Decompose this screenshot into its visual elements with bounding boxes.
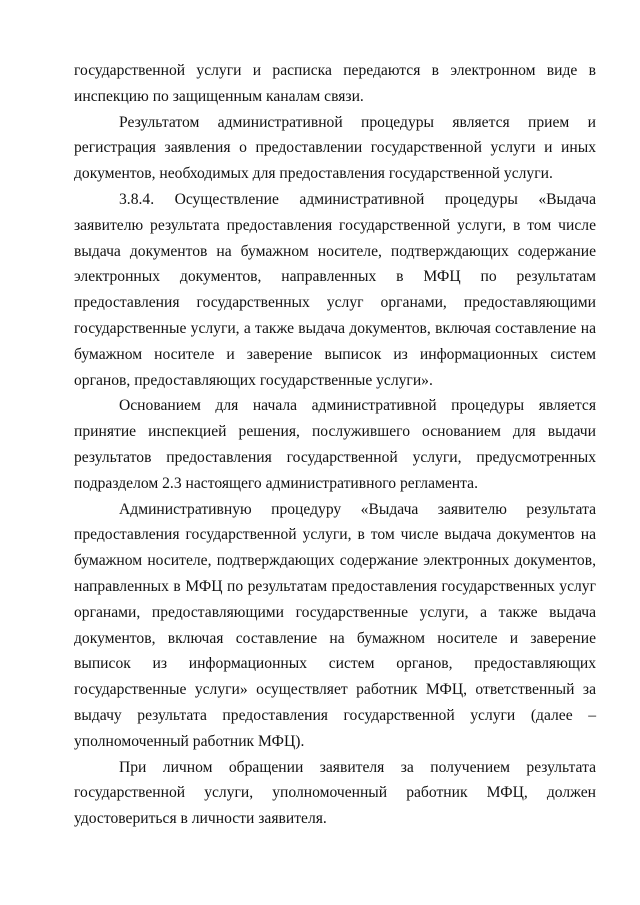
paragraph-procedure-basis: Основанием для начала административной процедуры является принятие инспекцией решения, послужившего основанием для выдачи результатов предоставления государственной услуги, предусмотренных подразделом 2.3 настоящего административного регламента. [74,397,596,492]
paragraph-section-3-8-4: 3.8.4. Осуществление административной процедуры «Выдача заявителю результата предоставления государственной услуги, в том числе выдача документов на бумажном носителе, подтверждающих содержание электронных документов, направленных в МФЦ по результатам предоставления государственных услуг органами, предоставляющими государственные услуги, а также выдача документов, включая составление на бумажном носителе и заверение выписок из информационных систем органов, предоставляющих государственные услуги». [74,190,596,389]
paragraph-procedure-result: Результатом административной процедуры является прием и регистрация заявления о предоставлении государственной услуги и иных документов, необходимых для предоставления государственной услуги. [74,113,596,183]
paragraph-personal-visit: При личном обращении заявителя за получением результата государственной услуги, уполномоченный работник МФЦ, должен удостовериться в личности заявителя. [74,758,596,828]
paragraph-continuation: государственной услуги и расписка передаются в электронном виде в инспекцию по защищенным каналам связи. [74,62,596,105]
paragraph-procedure-performer: Административную процедуру «Выдача заявителю результата предоставления государственной услуги, в том числе выдача документов на бумажном носителе, подтверждающих содержание электронных документов, направленных в МФЦ по результатам предоставления государственных услуг органами, предоставляющими государственные услуги, а также выдача документов, включая составление на бумажном носителе и заверение выписок из информационных систем органов, предоставляющих государственные услуги» осуществляет работник МФЦ, ответственный за выдачу результата предоставления государственной услуги (далее – уполномоченный работник МФЦ). [74,500,596,750]
